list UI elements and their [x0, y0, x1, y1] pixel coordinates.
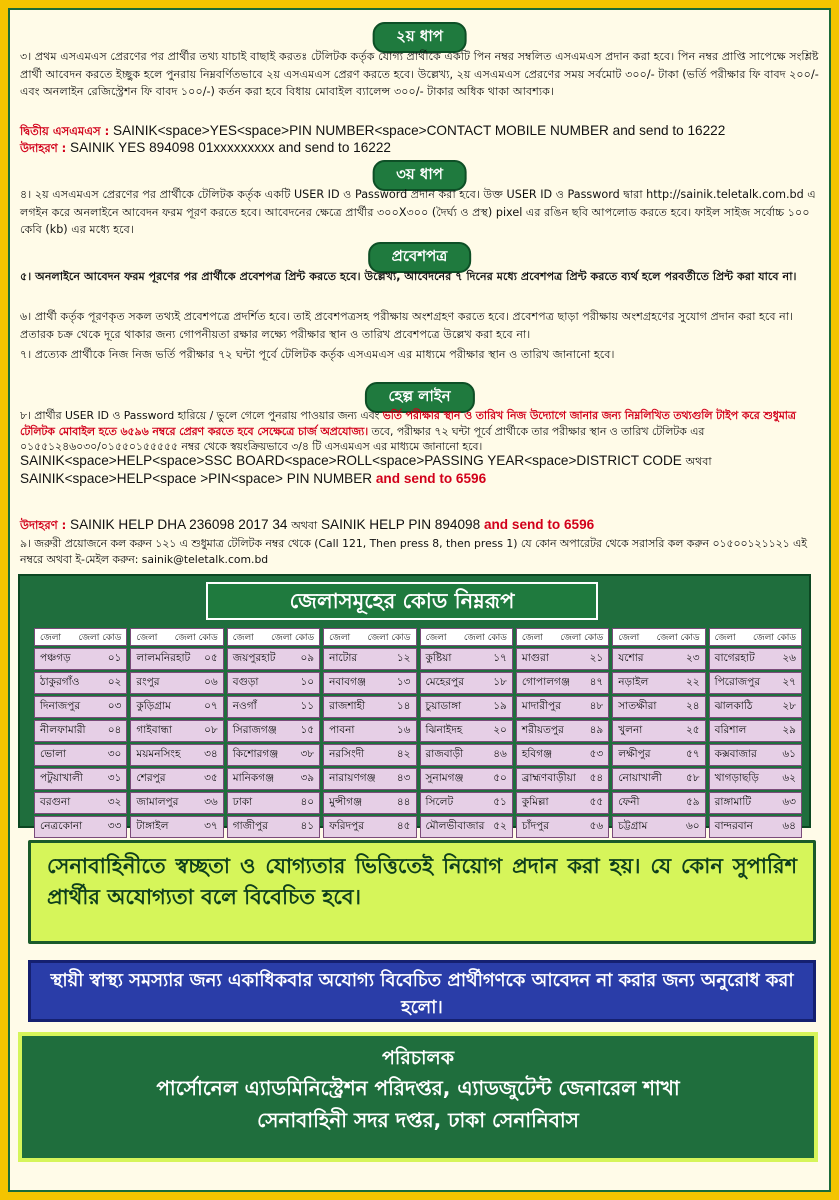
district-name: নরসিংদী — [329, 747, 365, 760]
header-code: জেলা কোড — [656, 632, 700, 643]
district-code: ৬৪ — [782, 819, 796, 832]
district-row — [612, 720, 705, 742]
example-text: SAINIK YES 894098 01xxxxxxxxx and send to 16222 — [66, 140, 391, 155]
district-code: ৪৫ — [396, 819, 411, 832]
district-name: রাঙ্গামাটি — [714, 795, 752, 808]
help-example-text2: SAINIK HELP PIN 894098 — [317, 517, 484, 532]
district-row — [709, 672, 802, 694]
district-column-header — [612, 628, 705, 646]
district-name: লালমনিরহাট — [136, 651, 191, 664]
second-sms-text: SAINIK<space>YES<space>PIN NUMBER<space>CONTACT MOBILE NUMBER and send to 16222 — [109, 123, 726, 138]
district-name: কুমিল্লা — [521, 795, 549, 808]
district-row — [130, 720, 223, 742]
help-example-send: and send to 6596 — [483, 517, 595, 532]
district-column-header — [323, 628, 416, 646]
district-name: ঢাকা — [232, 795, 253, 808]
district-code: ৫২ — [493, 819, 507, 832]
district-row — [612, 672, 705, 694]
district-code: ০৪ — [107, 723, 122, 736]
district-code: ৪২ — [396, 747, 411, 760]
district-row — [227, 720, 320, 742]
district-column-header — [420, 628, 513, 646]
district-name: গাইবান্ধা — [136, 723, 173, 736]
district-row — [227, 744, 320, 766]
district-row — [612, 816, 705, 838]
district-row — [34, 672, 127, 694]
para-8-a: ৮। প্রার্থীর USER ID ও Password হারিয়ে / ভুলে গেলে পুনরায় পাওয়ার জন্য এবং — [20, 409, 383, 422]
header-district: জেলা — [232, 632, 254, 643]
district-row — [516, 672, 609, 694]
district-row — [130, 744, 223, 766]
district-code: ৪৬ — [493, 747, 507, 760]
header-code: জেলা কোড — [752, 632, 796, 643]
district-name: বাগেরহাট — [714, 651, 755, 664]
help-command-1 — [20, 452, 825, 470]
district-code: ১০ — [300, 675, 315, 688]
district-row — [516, 792, 609, 814]
header-district: জেলা — [329, 632, 351, 643]
district-row — [323, 792, 416, 814]
district-code: ৪১ — [300, 819, 315, 832]
district-row — [227, 648, 320, 670]
district-name: বান্দরবান — [714, 819, 753, 832]
para-7: ৭। প্রত্যেক প্রার্থীকে নিজ নিজ ভর্তি পরীক্ষার ৭২ ঘন্টা পূর্বে টেলিটক কর্তৃক এসএমএস এর মাধ্যমে পরীক্ষার স্থান ও তারিখ জানানো হবে। — [20, 348, 615, 361]
header-district: জেলা — [425, 632, 447, 643]
district-row — [323, 696, 416, 718]
district-code: ০৭ — [204, 699, 218, 712]
district-row — [612, 744, 705, 766]
district-name: কুষ্টিয়া — [425, 651, 452, 664]
district-code: ০৬ — [204, 675, 218, 688]
para-8 — [20, 408, 820, 455]
district-row — [34, 696, 127, 718]
second-sms-label: দ্বিতীয় এসএমএস : — [20, 124, 110, 138]
district-row — [323, 648, 416, 670]
district-name: চুয়াডাঙ্গা — [425, 699, 462, 712]
district-code: ০৮ — [204, 723, 218, 736]
district-code: ৩৮ — [300, 747, 315, 760]
para-9: ৯। জরুরী প্রয়োজনে কল করুন ১২১ এ শুধুমাত্র টেলিটক নম্বর থেকে (Call 121, Then press 8, then press 1) যে কোন অপারেটর থেকে সরাসরি কল করুন ০১৫০০১২১১২১ এই নম্বরে অথবা ই-মেইল করুন: sainik@teletalk.com.bd — [20, 537, 811, 566]
district-code: ৪৩ — [396, 771, 411, 784]
admit-card-heading: প্রবেশপত্র — [368, 242, 472, 273]
step3-heading: ৩য় ধাপ — [372, 160, 467, 191]
district-name: মুন্সীগঞ্জ — [329, 795, 363, 808]
district-code: ৫৩ — [589, 747, 604, 760]
district-name: ঝালকাঠি — [714, 699, 753, 712]
district-row — [34, 744, 127, 766]
district-code: ৫৫ — [589, 795, 604, 808]
district-column — [34, 628, 127, 840]
district-row — [516, 696, 609, 718]
district-row — [323, 672, 416, 694]
district-name: ফেনী — [618, 795, 640, 808]
district-row — [34, 768, 127, 790]
district-row — [34, 816, 127, 838]
example-label: উদাহরণ : — [20, 141, 67, 155]
help-example-label: উদাহরণ : — [20, 518, 67, 532]
district-code: ১৪ — [396, 699, 411, 712]
district-name: মৌলভীবাজার — [425, 819, 485, 832]
district-code: ৫৯ — [685, 795, 700, 808]
district-row — [516, 768, 609, 790]
district-row — [709, 744, 802, 766]
header-district: জেলা — [40, 632, 62, 643]
district-name: ব্রাহ্মণবাড়ীয়া — [521, 771, 576, 784]
district-name: জয়পুরহাট — [232, 651, 276, 664]
district-name: নেত্রকোনা — [40, 819, 83, 832]
district-code: ৫৬ — [589, 819, 604, 832]
district-name: পঞ্চগড় — [40, 651, 71, 664]
district-name: লক্ষীপুর — [618, 747, 651, 760]
district-row — [709, 816, 802, 838]
header-district: জেলা — [714, 632, 736, 643]
district-column — [709, 628, 802, 840]
district-name: ভোলা — [40, 747, 66, 760]
footer-directorate: পার্সোনেল এ্যাডমিনিস্ট্রেশন পরিদপ্তর, এ্যাডজুটেন্ট জেনারেল শাখা — [156, 1076, 680, 1100]
district-name: রংপুর — [136, 675, 160, 688]
district-code: ৩৫ — [204, 771, 218, 784]
district-name: গাজীপুর — [232, 819, 268, 832]
header-district: জেলা — [136, 632, 158, 643]
district-name: বরগুনা — [40, 795, 71, 808]
district-code: ০৯ — [300, 651, 315, 664]
district-column — [420, 628, 513, 840]
district-name: বরিশাল — [714, 723, 747, 736]
district-column — [130, 628, 223, 840]
district-code: ১২ — [396, 651, 411, 664]
para-5: ৫। অনলাইনে আবেদন ফরম পূরণের পর প্রার্থীকে প্রবেশপত্র প্রিন্ট করতে হবে। উল্লেখ্য, আবেদনের ৭ দিনের মধ্যে প্রবেশপত্র প্রিন্ট করতে ব্যর্থ হলে পরবর্তীতে প্রিন্ট করা যাবে না। — [20, 270, 797, 283]
district-row — [227, 816, 320, 838]
district-row — [420, 792, 513, 814]
district-name: সিরাজগঞ্জ — [232, 723, 277, 736]
district-row — [227, 792, 320, 814]
district-name: পাবনা — [329, 723, 355, 736]
district-row — [420, 816, 513, 838]
district-row — [130, 672, 223, 694]
district-name: নীলফামারী — [40, 723, 86, 736]
district-name: মাগুরা — [521, 651, 549, 664]
district-code: ১৫ — [300, 723, 315, 736]
district-row — [130, 648, 223, 670]
second-sms-example — [20, 139, 825, 157]
district-row — [516, 648, 609, 670]
help-example — [20, 516, 825, 534]
district-code: ১৮ — [493, 675, 507, 688]
district-name: শরীয়তপুর — [521, 723, 564, 736]
district-name: জামালপুর — [136, 795, 179, 808]
district-code: ২৯ — [782, 723, 796, 736]
district-name: খুলনা — [618, 723, 643, 736]
district-column-header — [227, 628, 320, 646]
district-column-header — [709, 628, 802, 646]
district-code: ২২ — [685, 675, 700, 688]
district-row — [709, 768, 802, 790]
district-name: নড়াইল — [618, 675, 649, 688]
district-code: ৩৩ — [107, 819, 122, 832]
district-row — [227, 696, 320, 718]
district-name: টাঙ্গাইল — [136, 819, 169, 832]
district-row — [130, 816, 223, 838]
district-code: ৫৮ — [685, 771, 700, 784]
district-code: ১৬ — [396, 723, 411, 736]
district-name: নাটোর — [329, 651, 358, 664]
district-code: ২৫ — [685, 723, 700, 736]
district-row — [516, 720, 609, 742]
district-name: ফরিদপুর — [329, 819, 364, 832]
district-row — [612, 648, 705, 670]
para-4: ৪। ২য় এসএমএস প্রেরণের পর প্রার্থীকে টেলিটক কর্তৃক একটি USER ID ও Password প্রদান করা হবে। উক্ত USER ID ও Password দ্বারা http://sainik.teletalk.com.bd এ লগইন করে অনলাইনে আবেদন ফরম পূরণ করতে হবে। আবেদনের ক্ষেত্রে প্রার্থীর ৩০০X৩০০ (দৈর্ঘ্য ও প্রস্থ) pixel এর রঙিন ছবি আপলোড করতে হবে। ফাইল সাইজ সর্বোচ্চ ১০০ কেবি (kb) এর মধ্যে হবে। — [20, 188, 820, 236]
health-notice: স্থায়ী স্বাস্থ্য সমস্যার জন্য একাধিকবার অযোগ্য বিবেচিত প্রার্থীগণকে আবেদন না করার জন্য অনুরোধ করা হলো। — [28, 960, 816, 1022]
district-code: ২৮ — [782, 699, 796, 712]
district-column-header — [130, 628, 223, 646]
district-row — [34, 648, 127, 670]
district-name: বগুড়া — [232, 675, 259, 688]
district-column — [516, 628, 609, 840]
district-name: সাতক্ষীরা — [618, 699, 657, 712]
header-code: জেলা কোড — [78, 632, 122, 643]
district-name: খাগড়াছড়ি — [714, 771, 759, 784]
district-row — [516, 816, 609, 838]
district-row — [227, 672, 320, 694]
district-code: ৫০ — [493, 771, 507, 784]
district-column — [323, 628, 416, 840]
district-row — [323, 720, 416, 742]
district-name: ঝিনাইদহ — [425, 723, 463, 736]
help-example-text: SAINIK HELP DHA 236098 2017 34 — [66, 517, 292, 532]
district-code: ৫৪ — [589, 771, 604, 784]
district-code: ৩১ — [107, 771, 122, 784]
district-name: যশোর — [618, 651, 644, 664]
district-code: ৩৭ — [204, 819, 218, 832]
district-row — [420, 768, 513, 790]
district-name: মানিকগঞ্জ — [232, 771, 275, 784]
district-column-header — [34, 628, 127, 646]
district-name: সুনামগঞ্জ — [425, 771, 464, 784]
district-row — [130, 792, 223, 814]
para-6: ৬। প্রার্থী কর্তৃক পূরণকৃত সকল তথ্যই প্রবেশপত্রে প্রদর্শিত হবে। তাই প্রবেশপত্রসহ পরীক্ষায় অংশগ্রহণ করতে হবে। প্রবেশপত্র ছাড়া পরীক্ষায় অংশগ্রহণের সুযোগ প্রদান করা হবে না। প্রতারক চক্র থেকে দূরে থাকার জন্য গোপনীয়তা রক্ষার লক্ষ্যে পরীক্ষার স্থান ও তারিখ প্রবেশপত্রে উল্লেখ করা হবে না। — [20, 310, 797, 341]
footer-hq: সেনাবাহিনী সদর দপ্তর, ঢাকা সেনানিবাস — [257, 1108, 579, 1132]
district-name: নবাবগঞ্জ — [329, 675, 366, 688]
help-command-2-send: and send to 6596 — [375, 471, 487, 486]
district-name: পিরোজপুর — [714, 675, 761, 688]
district-column — [227, 628, 320, 840]
district-code: ৪০ — [300, 795, 315, 808]
district-row — [34, 792, 127, 814]
district-name: চট্টগ্রাম — [618, 819, 648, 832]
district-name: কক্সবাজার — [714, 747, 757, 760]
district-code: ৬০ — [685, 819, 700, 832]
help-command-2-text: SAINIK<space>HELP<space >PIN<space> PIN NUMBER — [20, 471, 376, 486]
step2-heading: ২য় ধাপ — [372, 22, 467, 53]
district-name: নওগাঁ — [232, 699, 257, 712]
header-code: জেলা কোড — [560, 632, 604, 643]
district-row — [709, 648, 802, 670]
helpline-heading: হেল্প লাইন — [364, 382, 474, 413]
district-code: ৩২ — [107, 795, 122, 808]
header-code: জেলা কোড — [174, 632, 218, 643]
footer-director: পরিচালক — [382, 1047, 454, 1069]
district-code: ৩৪ — [204, 747, 218, 760]
district-row — [612, 768, 705, 790]
district-code: ৩০ — [107, 747, 122, 760]
district-name: রাজবাড়ী — [425, 747, 464, 760]
district-row — [34, 720, 127, 742]
district-code: ২০ — [493, 723, 507, 736]
help-example-or: অথবা — [291, 519, 318, 532]
district-code: ১১ — [300, 699, 315, 712]
district-code: ১৩ — [396, 675, 411, 688]
district-row — [227, 768, 320, 790]
district-name: মাদারীপুর — [521, 699, 561, 712]
para-8-red: ভর্তি পরীক্ষার স্থান ও তারিখ নিজ উদ্যোগে জানার জন্য নিম্নলিখিত তথ্যগুলি টাইপ করে শুধুমাত্র টেলিটক মোবাইল হতে ৬৫৯৬ নম্বরে প্রেরণ করতে হবে সেক্ষেত্রে চার্জ অপ্রযোজ্য। — [20, 409, 800, 438]
district-row — [323, 768, 416, 790]
district-code: ৪৭ — [589, 675, 604, 688]
district-row — [323, 816, 416, 838]
district-row — [420, 672, 513, 694]
help-command-1-text: SAINIK<space>HELP<space>SSC BOARD<space>ROLL<space>PASSING YEAR<space>DISTRICT CODE — [20, 453, 686, 468]
district-row — [130, 768, 223, 790]
district-code: ৩৬ — [204, 795, 218, 808]
district-row — [323, 744, 416, 766]
district-row — [612, 696, 705, 718]
para-3: ৩। প্রথম এসএমএস প্রেরণের পর প্রার্থীর তথ্য যাচাই বাছাই করতঃ টেলিটক কর্তৃক যোগ্য প্রার্থীকে একটি পিন নম্বর সম্বলিত এসএমএস প্রদান করা হবে। পিন নম্বর প্রাপ্তি সাপেক্ষে সংশ্লিষ্ট প্রার্থী আবেদন করতে ইচ্ছুক হলে পুনরায় নিম্নবর্ণিতভাবে ২য় এসএমএস প্রেরণ করতে হবে। উল্লেখ্য, ২য় এসএমএস প্রেরণের সময় সর্বমোট ৩০০/- টাকা (ভর্তি পরীক্ষার ফি বাবদ ২০০/- এবং অনলাইন রেজিস্ট্রেশন ফি বাবদ ১০০/-) কর্তন করা হবে বিধায় মোবাইল ব্যালেন্স ৩০০/- টাকার অধিক থাকা আবশ্যক। — [20, 50, 823, 98]
district-code: ০১ — [107, 651, 122, 664]
district-row — [709, 696, 802, 718]
district-name: সিলেট — [425, 795, 454, 808]
district-name: রাজশাহী — [329, 699, 366, 712]
district-row — [420, 696, 513, 718]
footer-authority — [18, 1032, 818, 1162]
district-code: ৫১ — [493, 795, 507, 808]
district-row — [516, 744, 609, 766]
para-8-b: তবে, পরীক্ষার ৭২ ঘন্টা পূর্বে প্রার্থীকে তার পরীক্ষার স্থান ও তারিখ টেলিটক এর ০১৫৫১২৪৬০৩০/০১৫৫০১৫৫৫৫৫ নম্বর থেকে স্বয়ংক্রিয়ভাবে ৩/৪ টি এসএমএস এর মাধ্যমে জানানো হবে। — [20, 424, 708, 453]
district-code: ২৬ — [782, 651, 796, 664]
district-codes-grid — [34, 628, 802, 832]
district-name: চাঁদপুর — [521, 819, 550, 832]
header-code: জেলা কোড — [367, 632, 411, 643]
district-code: ২৭ — [782, 675, 796, 688]
merit-notice: সেনাবাহিনীতে স্বচ্ছতা ও যোগ্যতার ভিত্তিতেই নিয়োগ প্রদান করা হয়। যে কোন সুপারিশ প্রার্থীর অযোগ্যতা বলে বিবেচিত হবে। — [28, 840, 816, 944]
district-name: কুড়িগ্রাম — [136, 699, 171, 712]
district-code: ১৭ — [493, 651, 507, 664]
district-code: ২৪ — [685, 699, 700, 712]
header-district: জেলা — [521, 632, 543, 643]
district-name: নারায়ণগঞ্জ — [329, 771, 376, 784]
header-code: জেলা কোড — [463, 632, 507, 643]
district-codes-title: জেলাসমূহের কোড নিম্নরূপ — [206, 582, 598, 620]
district-name: হবিগঞ্জ — [521, 747, 553, 760]
district-code: ২১ — [589, 651, 604, 664]
district-code: ০৩ — [107, 699, 122, 712]
district-row — [420, 744, 513, 766]
district-name: শেরপুর — [136, 771, 166, 784]
district-name: নোয়াখালী — [618, 771, 662, 784]
district-code: ৪৮ — [589, 699, 604, 712]
help-command-2 — [20, 470, 825, 487]
district-name: ময়মনসিংহ — [136, 747, 181, 760]
district-code: ২৩ — [685, 651, 700, 664]
district-name: পটুয়াখালী — [40, 771, 83, 784]
district-name: ঠাকুরগাঁও — [40, 675, 80, 688]
district-code: ৬২ — [782, 771, 796, 784]
district-row — [420, 720, 513, 742]
district-column-header — [516, 628, 609, 646]
district-code: ৬৩ — [782, 795, 796, 808]
district-codes-panel — [18, 574, 811, 832]
district-name: দিনাজপুর — [40, 699, 81, 712]
district-code: ৪৪ — [396, 795, 411, 808]
district-column — [612, 628, 705, 840]
district-code: ৩৯ — [300, 771, 315, 784]
district-code: ৫৭ — [685, 747, 700, 760]
district-name: গোপালগঞ্জ — [521, 675, 570, 688]
header-code: জেলা কোড — [271, 632, 315, 643]
district-code: ৪৯ — [589, 723, 604, 736]
district-code: ১৯ — [493, 699, 507, 712]
district-name: মেহেরপুর — [425, 675, 465, 688]
district-row — [709, 792, 802, 814]
district-code: ০২ — [107, 675, 122, 688]
district-row — [130, 696, 223, 718]
header-district: জেলা — [618, 632, 640, 643]
district-code: ০৫ — [204, 651, 218, 664]
second-sms-format — [20, 122, 825, 140]
district-name: কিশোরগঞ্জ — [232, 747, 279, 760]
district-code: ৬১ — [782, 747, 796, 760]
district-row — [612, 792, 705, 814]
help-command-1-or: অথবা — [685, 455, 712, 468]
district-row — [709, 720, 802, 742]
district-row — [420, 648, 513, 670]
